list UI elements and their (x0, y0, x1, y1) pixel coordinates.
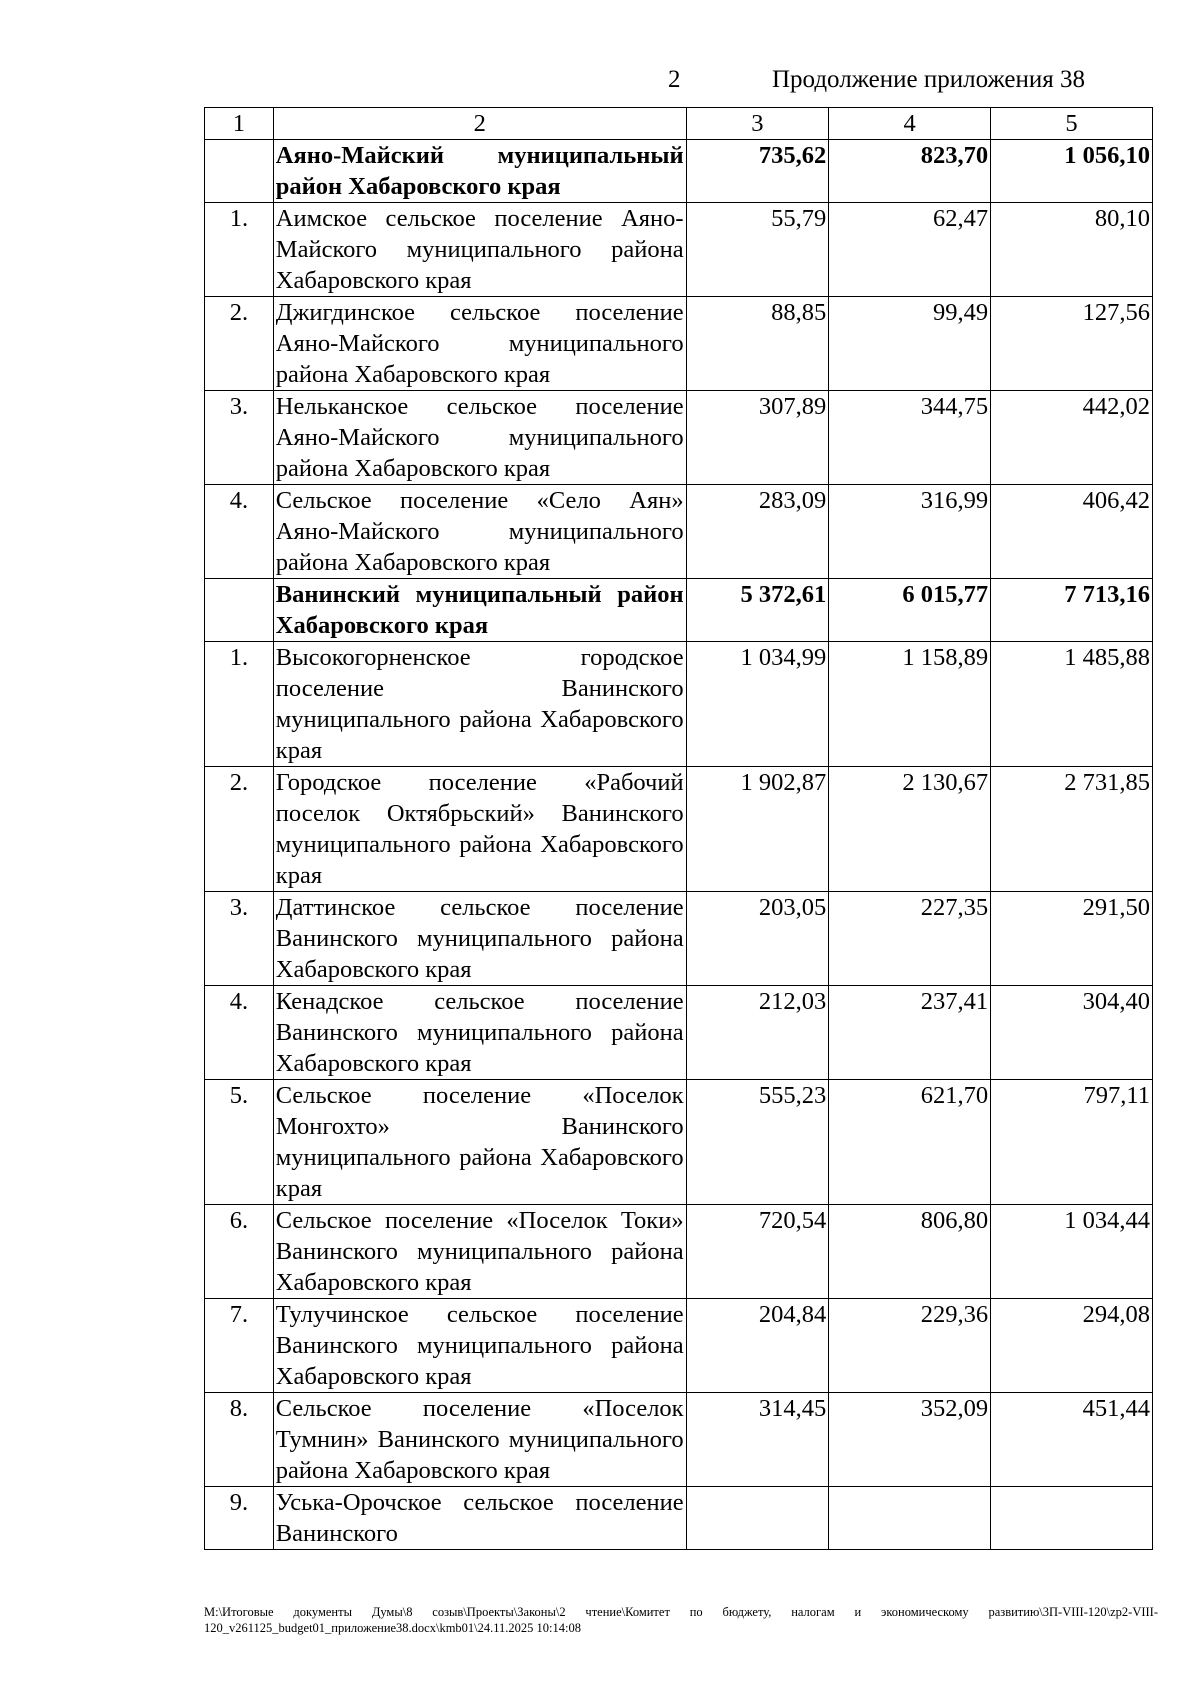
value-col4: 806,80 (829, 1205, 991, 1299)
row-number: 6. (205, 1205, 274, 1299)
value-col3: 55,79 (686, 203, 829, 297)
row-number: 1. (205, 203, 274, 297)
municipality-name: Аимское сельское поселение Аяно-Майского муниципального района Хабаровского края (273, 203, 686, 297)
column-number: 4 (829, 108, 991, 140)
budget-table (204, 107, 1153, 1550)
municipality-name: Городское поселение «Рабочий поселок Октябрьский» Ванинского муниципального района Хабаровского края (273, 767, 686, 892)
value-col3: 555,23 (686, 1080, 829, 1205)
value-col5: 1 485,88 (991, 642, 1153, 767)
value-col3: 5 372,61 (686, 579, 829, 642)
value-col3: 307,89 (686, 391, 829, 485)
row-number: 4. (205, 485, 274, 579)
table-row (205, 1393, 1153, 1487)
value-col4: 6 015,77 (829, 579, 991, 642)
value-col3: 1 034,99 (686, 642, 829, 767)
value-col4: 1 158,89 (829, 642, 991, 767)
table-row (205, 1080, 1153, 1205)
district-total-row (205, 140, 1153, 203)
table-row (205, 485, 1153, 579)
column-number: 3 (686, 108, 829, 140)
value-col3: 735,62 (686, 140, 829, 203)
value-col4: 227,35 (829, 892, 991, 986)
row-number: 8. (205, 1393, 274, 1487)
value-col4: 352,09 (829, 1393, 991, 1487)
row-number (205, 140, 274, 203)
value-col4: 2 130,67 (829, 767, 991, 892)
municipality-name: Ванинский муниципальный район Хабаровского края (273, 579, 686, 642)
district-total-row (205, 579, 1153, 642)
table-row (205, 1205, 1153, 1299)
value-col4: 621,70 (829, 1080, 991, 1205)
column-number: 2 (273, 108, 686, 140)
municipality-name: Сельское поселение «Село Аян» Аяно-Майского муниципального района Хабаровского края (273, 485, 686, 579)
column-number: 1 (205, 108, 274, 140)
value-col5 (991, 1487, 1153, 1550)
municipality-name: Сельское поселение «Поселок Тумнин» Ванинского муниципального района Хабаровского края (273, 1393, 686, 1487)
value-col5: 127,56 (991, 297, 1153, 391)
table-row (205, 642, 1153, 767)
table-row (205, 892, 1153, 986)
value-col3: 283,09 (686, 485, 829, 579)
table-row (205, 986, 1153, 1080)
value-col3 (686, 1487, 829, 1550)
value-col3: 212,03 (686, 986, 829, 1080)
value-col5: 294,08 (991, 1299, 1153, 1393)
municipality-name: Высокогорненское городское поселение Ванинского муниципального района Хабаровского края (273, 642, 686, 767)
municipality-name: Кенадское сельское поселение Ванинского муниципального района Хабаровского края (273, 986, 686, 1080)
row-number: 1. (205, 642, 274, 767)
municipality-name: Уська-Орочское сельское поселение Ванинского (273, 1487, 686, 1550)
table-row (205, 297, 1153, 391)
value-col3: 204,84 (686, 1299, 829, 1393)
municipality-name: Даттинское сельское поселение Ванинского муниципального района Хабаровского края (273, 892, 686, 986)
value-col5: 304,40 (991, 986, 1153, 1080)
value-col5: 797,11 (991, 1080, 1153, 1205)
value-col5: 2 731,85 (991, 767, 1153, 892)
value-col4: 823,70 (829, 140, 991, 203)
row-number: 5. (205, 1080, 274, 1205)
row-number: 2. (205, 297, 274, 391)
table-row (205, 1487, 1153, 1550)
municipality-name: Сельское поселение «Поселок Монгохто» Ванинского муниципального района Хабаровского края (273, 1080, 686, 1205)
value-col5: 1 056,10 (991, 140, 1153, 203)
value-col3: 1 902,87 (686, 767, 829, 892)
value-col4: 99,49 (829, 297, 991, 391)
row-number: 2. (205, 767, 274, 892)
municipality-name: Сельское поселение «Поселок Токи» Ванинского муниципального района Хабаровского края (273, 1205, 686, 1299)
value-col5: 451,44 (991, 1393, 1153, 1487)
table-row (205, 1299, 1153, 1393)
row-number: 3. (205, 892, 274, 986)
municipality-name: Джигдинское сельское поселение Аяно-Майского муниципального района Хабаровского края (273, 297, 686, 391)
value-col4: 316,99 (829, 485, 991, 579)
value-col4: 229,36 (829, 1299, 991, 1393)
row-number: 7. (205, 1299, 274, 1393)
page-number: 2 (668, 66, 681, 93)
value-col4 (829, 1487, 991, 1550)
row-number: 3. (205, 391, 274, 485)
row-number: 4. (205, 986, 274, 1080)
value-col5: 406,42 (991, 485, 1153, 579)
row-number: 9. (205, 1487, 274, 1550)
value-col5: 442,02 (991, 391, 1153, 485)
municipality-name: Аяно-Майский муниципальный район Хабаровского края (273, 140, 686, 203)
table-row (205, 203, 1153, 297)
file-path-footer: M:\Итоговые документы Думы\8 созыв\Проекты\Законы\2 чтение\Комитет по бюджету, налогам и экономическому развитию\3П-VIII-120\zp2-VIII-120_v261125_budget01_приложение38.docx\kmb01\24.11.2025 10:14:08 (204, 1605, 1158, 1635)
column-number: 5 (991, 108, 1153, 140)
table-row (205, 767, 1153, 892)
value-col5: 80,10 (991, 203, 1153, 297)
column-number-row (205, 108, 1153, 140)
value-col4: 344,75 (829, 391, 991, 485)
value-col5: 291,50 (991, 892, 1153, 986)
value-col3: 720,54 (686, 1205, 829, 1299)
value-col3: 88,85 (686, 297, 829, 391)
municipality-name: Нельканское сельское поселение Аяно-Майского муниципального района Хабаровского края (273, 391, 686, 485)
value-col3: 314,45 (686, 1393, 829, 1487)
row-number (205, 579, 274, 642)
value-col4: 237,41 (829, 986, 991, 1080)
table-row (205, 391, 1153, 485)
value-col5: 1 034,44 (991, 1205, 1153, 1299)
municipality-name: Тулучинское сельское поселение Ванинского муниципального района Хабаровского края (273, 1299, 686, 1393)
annex-title: Продолжение приложения 38 (772, 66, 1086, 93)
value-col4: 62,47 (829, 203, 991, 297)
value-col3: 203,05 (686, 892, 829, 986)
value-col5: 7 713,16 (991, 579, 1153, 642)
